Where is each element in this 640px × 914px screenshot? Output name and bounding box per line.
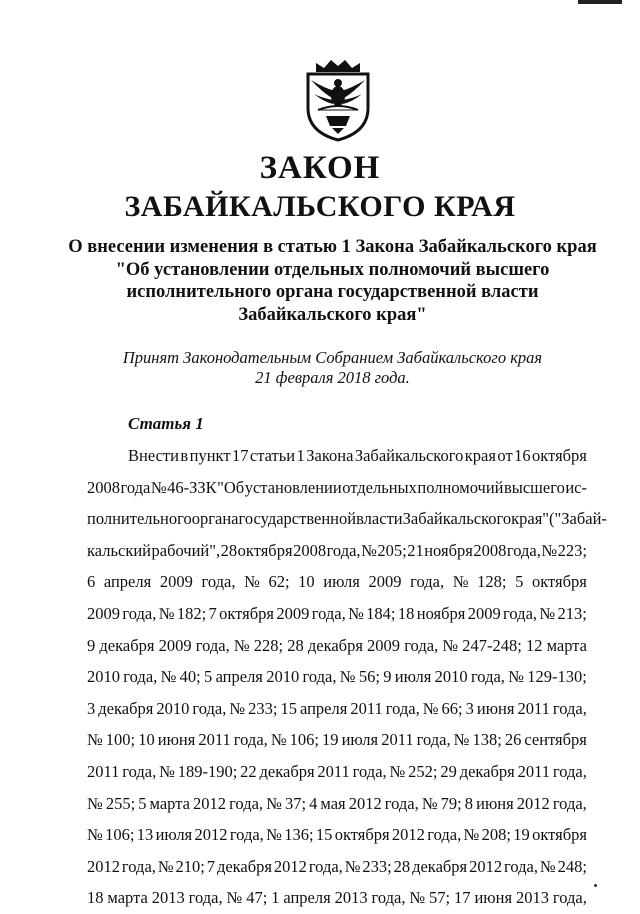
article-word: "Об <box>217 477 245 497</box>
article-word: № <box>266 793 282 813</box>
article-word: статьи <box>249 446 296 465</box>
article-word: года, <box>371 888 406 908</box>
article-word: марта <box>107 888 148 908</box>
article-word: 2008 <box>293 540 327 560</box>
article-word: года, <box>195 635 230 655</box>
article-word: 3 <box>465 698 474 718</box>
article-text-line <box>87 472 587 504</box>
article-word: 10 <box>138 730 155 750</box>
article-word: № <box>87 825 103 845</box>
article-word: № <box>389 761 406 781</box>
article-word: июля <box>323 572 360 592</box>
article-word: 5 <box>204 667 213 687</box>
article-word: 18 <box>397 603 415 623</box>
article-word: Внести <box>128 446 179 465</box>
article-word: 2011 <box>350 698 383 718</box>
article-word: декабря <box>412 856 468 876</box>
article-word: 2013 <box>334 888 368 908</box>
article-word: 2009 <box>159 572 193 592</box>
article-word: № <box>348 603 364 623</box>
article-word: Забайкальского <box>402 509 512 529</box>
article-word: Закона <box>306 446 354 465</box>
article-word: 223; <box>557 540 587 560</box>
article-word: апреля <box>103 572 152 592</box>
article-word: 2013 <box>151 888 185 908</box>
article-word: № <box>339 667 356 687</box>
article-word: октября <box>532 446 587 465</box>
adoption-date: 21 февраля 2018 года. <box>255 368 410 387</box>
article-word: года <box>120 477 151 497</box>
article-word: года, <box>404 635 439 655</box>
article-word: 22 <box>240 761 257 781</box>
article-word: 2012 <box>87 856 120 876</box>
article-text-line <box>87 819 587 851</box>
article-word: 2008 <box>87 477 120 497</box>
article-word: № <box>452 572 469 592</box>
article-word: октября <box>531 572 587 592</box>
article-word: декабря <box>307 635 363 655</box>
article-word: июня <box>157 730 196 750</box>
article-word: марта <box>546 635 587 655</box>
article-word: июня <box>476 793 514 813</box>
article-word: 13 <box>136 825 154 845</box>
article-word: 17 <box>454 888 471 908</box>
article-word: установлении <box>244 477 342 497</box>
article-word: № <box>150 477 167 497</box>
article-word: 2009 <box>368 572 402 592</box>
article-word: 62; <box>268 572 290 592</box>
article-word: государственной <box>238 509 357 529</box>
law-region-title: ЗАБАЙКАЛЬСКОГО КРАЯ <box>124 190 516 223</box>
article-word: № <box>442 635 459 655</box>
subtitle-line: "Об установлении отдельных полномочий высшего <box>115 259 550 280</box>
article-word: года, <box>416 730 451 750</box>
subtitle-line: Забайкальского края" <box>238 304 427 325</box>
article-word: декабря <box>99 635 155 655</box>
article-word: 66; <box>441 698 463 718</box>
article-word: 252; <box>408 761 438 781</box>
article-word: 106; <box>105 825 135 845</box>
article-word: 29 <box>440 761 457 781</box>
article-word: года, <box>302 667 337 687</box>
article-word: 2012 <box>516 793 550 813</box>
article-word: 2009 <box>87 603 120 623</box>
article-word: года, <box>410 572 445 592</box>
article-word: 100; <box>105 730 136 750</box>
article-word: года, <box>233 730 268 750</box>
article-word: ("Забай- <box>549 509 607 529</box>
article-word: высшего <box>503 477 565 497</box>
article-text-line <box>87 724 587 756</box>
article-word: года, <box>503 856 538 876</box>
article-word: пункт <box>189 446 231 465</box>
article-word: 248; <box>557 856 587 876</box>
article-word: 2011 <box>317 761 350 781</box>
article-word: отдельных <box>342 477 417 497</box>
article-word: 2010 <box>156 698 190 718</box>
article-text-line <box>87 851 587 883</box>
article-body <box>87 440 607 914</box>
article-word: 2011 <box>517 761 550 781</box>
article-word: 2009 <box>467 603 501 623</box>
article-word: года, <box>384 793 419 813</box>
article-word: 208; <box>481 825 511 845</box>
article-word: года, <box>192 698 227 718</box>
article-word: 228; <box>253 635 284 655</box>
adoption-note <box>60 348 605 388</box>
coat-of-arms-icon <box>302 58 374 142</box>
article-word: власти <box>356 509 403 529</box>
article-word: 17 <box>231 446 249 465</box>
article-text-line <box>87 535 587 567</box>
article-word: 2011 <box>381 730 414 750</box>
article-word: 2012 <box>273 856 307 876</box>
article-word: октября <box>219 603 274 623</box>
article-word: 5 <box>515 572 524 592</box>
article-word: 182; <box>176 603 207 623</box>
article-word: июня <box>476 698 515 718</box>
article-word: 56; <box>358 667 380 687</box>
article-word: ис- <box>565 477 587 497</box>
article-word: года, <box>121 856 156 876</box>
article-word: № <box>541 540 558 560</box>
article-word: № <box>508 667 524 687</box>
article-word: 2012 <box>194 825 228 845</box>
article-word: 129-130; <box>527 667 587 687</box>
article-word: 247-248; <box>462 635 522 655</box>
article-word: года, <box>229 825 264 845</box>
article-word: 2010 <box>434 667 468 687</box>
article-word: № <box>229 698 246 718</box>
article-word: 3 <box>87 698 96 718</box>
article-word: 9 <box>87 635 96 655</box>
article-word: 16 <box>514 446 531 465</box>
article-word: № <box>157 856 174 876</box>
article-word: мая <box>320 793 346 813</box>
article-word: рабочий", <box>151 540 221 560</box>
article-word: 47; <box>246 888 268 908</box>
article-word: года, <box>427 825 462 845</box>
article-text-line <box>87 598 587 630</box>
article-word: 2009 <box>276 603 310 623</box>
article-word: № <box>270 730 287 750</box>
article-text-line <box>87 788 587 820</box>
article-word: 28 <box>220 540 238 560</box>
article-word: № <box>463 825 480 845</box>
article-word: № <box>244 572 260 592</box>
article-word: органа <box>191 509 239 529</box>
article-word: 5 <box>138 793 147 813</box>
article-word: года, <box>506 540 541 560</box>
article-word: апреля <box>215 667 263 687</box>
article-word: 7 <box>208 603 217 623</box>
article-word: № <box>453 730 470 750</box>
article-word: 213; <box>557 603 587 623</box>
article-word: 2013 <box>515 888 549 908</box>
article-word: года, <box>122 761 157 781</box>
page-speck <box>594 884 597 887</box>
article-word: № <box>160 667 177 687</box>
article-word: года, <box>503 603 538 623</box>
article-word: июля <box>394 667 432 687</box>
subtitle-line: О внесении изменения в статью 1 Закона Забайкальского края <box>68 237 597 257</box>
article-word: года, <box>122 603 157 623</box>
article-word: 6 <box>87 572 96 592</box>
article-word: марта <box>149 793 190 813</box>
adoption-line: Принят Законодательным Собранием Забайкальского края <box>122 348 543 367</box>
article-word: 106; <box>289 730 319 750</box>
article-word: от <box>497 446 513 465</box>
article-word: года, <box>311 603 346 623</box>
article-text-line <box>87 503 607 535</box>
article-word: декабря <box>98 698 154 718</box>
article-text-line <box>87 693 587 725</box>
article-word: декабря <box>216 856 272 876</box>
article-text-line <box>87 440 587 472</box>
article-word: 1 <box>271 888 280 908</box>
article-word: № <box>158 603 175 623</box>
article-word: 2010 <box>87 667 120 687</box>
article-word: 2009 <box>158 635 192 655</box>
article-word: 2011 <box>198 730 231 750</box>
article-word: № <box>344 856 361 876</box>
article-word: края" <box>511 509 550 529</box>
article-word: кальский <box>87 540 151 560</box>
article-text-line <box>87 566 587 598</box>
article-word: Забайкальского <box>354 446 464 465</box>
article-word: 40; <box>179 667 201 687</box>
article-text-line <box>87 661 587 693</box>
article-word: 9 <box>383 667 392 687</box>
article-word: 2009 <box>367 635 401 655</box>
article-word: апреля <box>299 698 348 718</box>
article-word: № <box>361 540 377 560</box>
article-word: ноября <box>424 540 473 560</box>
article-word: 10 <box>298 572 315 592</box>
article-text-line <box>87 882 587 914</box>
article-word: 37; <box>284 793 307 813</box>
article-word: № <box>87 793 103 813</box>
article-word: 12 <box>525 635 543 655</box>
article-word: 2012 <box>391 825 425 845</box>
article-word: 8 <box>464 793 474 813</box>
article-word: июля <box>155 825 193 845</box>
article-word: 2011 <box>87 761 120 781</box>
article-word: полнительного <box>87 509 192 529</box>
article-word: года, <box>552 793 587 813</box>
article-word: года, <box>201 572 236 592</box>
article-word: сентября <box>524 730 587 750</box>
article-word: 19 <box>513 825 530 845</box>
page-edge-mark <box>578 0 622 4</box>
article-word: ноября <box>416 603 466 623</box>
article-word: октября <box>237 540 293 560</box>
article-word: 15 <box>280 698 297 718</box>
article-word: 79; <box>440 793 462 813</box>
article-word: 28 <box>287 635 304 655</box>
article-word: № <box>409 888 426 908</box>
law-title: ЗАКОН <box>259 150 381 186</box>
article-word: 184; <box>366 603 396 623</box>
article-word: № <box>422 698 439 718</box>
article-word: 2008 <box>473 540 507 560</box>
article-word: 2011 <box>517 698 550 718</box>
article-word: № <box>539 603 556 623</box>
article-word: № <box>233 635 250 655</box>
subtitle-line: исполнительного органа государственной власти <box>126 282 539 302</box>
article-word: № <box>421 793 438 813</box>
article-word: года, <box>552 761 587 781</box>
law-subtitle <box>60 236 605 326</box>
article-word: 46-ЗЗК <box>167 477 217 497</box>
article-word: 233; <box>362 856 392 876</box>
article-word: года, <box>470 667 505 687</box>
article-word: 7 <box>206 856 216 876</box>
article-word: 57; <box>429 888 451 908</box>
article-text-line <box>87 630 587 662</box>
article-word: 210; <box>175 856 205 876</box>
article-word: 1 <box>296 446 305 465</box>
article-word: года, <box>326 540 361 560</box>
article-word: октября <box>532 825 587 845</box>
article-word: июня <box>474 888 513 908</box>
article-word: года, <box>188 888 223 908</box>
article-word: года, <box>308 856 343 876</box>
article-word: июля <box>341 730 379 750</box>
article-word: 18 <box>87 888 104 908</box>
article-word: 4 <box>309 793 318 813</box>
article-word: апреля <box>283 888 331 908</box>
article-word: 128; <box>477 572 507 592</box>
article-word: в <box>180 446 189 465</box>
article-word: 2012 <box>193 793 227 813</box>
article-word: края <box>464 446 496 465</box>
article-word: года, <box>352 761 387 781</box>
article-word: года, <box>229 793 264 813</box>
article-word: 15 <box>315 825 333 845</box>
article-word: № <box>159 761 175 781</box>
article-word: 138; <box>472 730 502 750</box>
article-word: года, <box>552 888 587 908</box>
article-word: 189-190; <box>177 761 238 781</box>
article-word: года, <box>385 698 420 718</box>
article-word: 2010 <box>266 667 300 687</box>
article-word: 205; <box>377 540 407 560</box>
article-word: 28 <box>393 856 411 876</box>
article-word: 255; <box>105 793 136 813</box>
article-word: № <box>266 825 282 845</box>
article-word: 21 <box>407 540 424 560</box>
article-word: года, <box>123 667 158 687</box>
article-word: декабря <box>259 761 315 781</box>
article-word: 2012 <box>348 793 382 813</box>
article-word: 2012 <box>469 856 503 876</box>
article-word: декабря <box>459 761 515 781</box>
article-heading: Статья 1 <box>128 414 204 433</box>
article-word: 26 <box>504 730 522 750</box>
article-word: 233; <box>248 698 278 718</box>
article-word: года, <box>552 698 587 718</box>
article-word: № <box>87 730 103 750</box>
article-word: 19 <box>322 730 339 750</box>
article-word: № <box>539 856 556 876</box>
article-word: 136; <box>284 825 314 845</box>
article-text-line <box>87 756 587 788</box>
article-word: полномочий <box>417 477 504 497</box>
article-word: октября <box>334 825 390 845</box>
article-word: № <box>226 888 243 908</box>
